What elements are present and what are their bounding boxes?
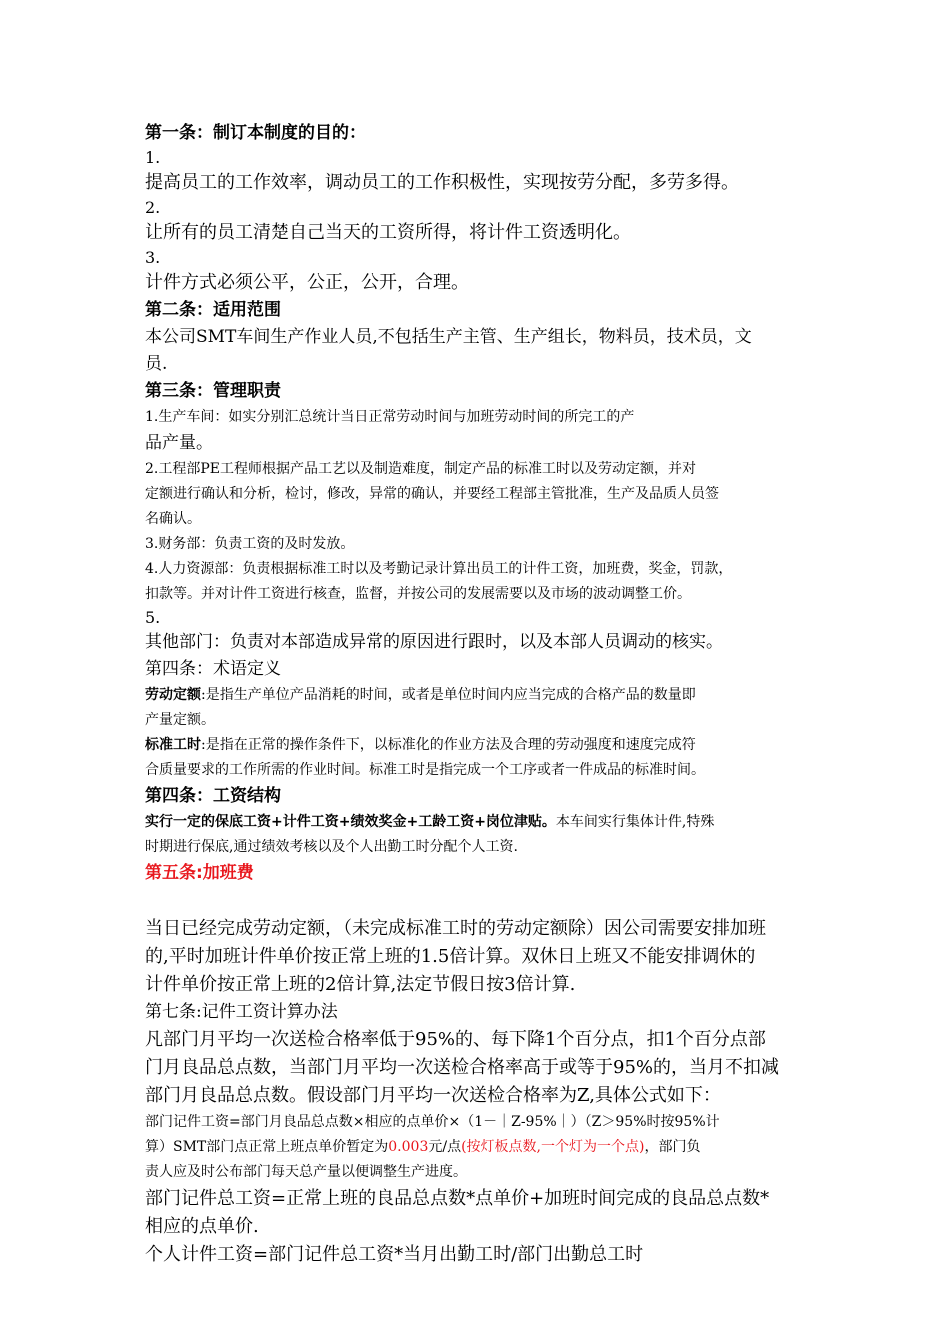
section-2-title: 第二条：适用范围	[145, 300, 281, 320]
s4-def-1-line-2: 产量定额。	[145, 712, 215, 728]
section-5-title: 第五条:加班费	[145, 863, 254, 883]
section-3-title: 第三条：管理职责	[145, 381, 281, 401]
s3-p2-line-1: 2.工程部PE工程师根据产品工艺以及制造难度，制定产品的标准工时以及劳动定额，并对	[145, 461, 696, 477]
s1-item-2-num: 2.	[145, 198, 161, 217]
s4-def-1-term: 劳动定额	[145, 687, 201, 703]
s4-def-2-text: :是指在正常的操作条件下，以标准化的作业方法及合理的劳动强度和速度完成符	[201, 737, 696, 753]
document-body	[145, 120, 825, 1269]
section-7-title: 第七条:记件工资计算办法	[145, 1002, 338, 1022]
s3-p1-line-2: 品产量。	[145, 433, 213, 453]
section-1-title: 第一条：制订本制度的目的：	[145, 123, 366, 143]
s3-p2-line-2: 定额进行确认和分析，检讨，修改，异常的确认，并要经工程部主管批准，生产及品质人员签	[145, 486, 719, 502]
s4-def-1-line-1	[145, 683, 825, 708]
s5-line-1: 当日已经完成劳动定额，（未完成标准工时的劳动定额除）因公司需要安排加班	[145, 918, 766, 939]
blank-line	[145, 887, 825, 915]
s7-f2-c: ，部门负	[644, 1139, 701, 1155]
s7-personal-formula: 个人计件工资=部门记件总工资*当月出勤工时/部门出勤总工时	[145, 1244, 644, 1265]
s3-p3: 3.财务部：负责工资的及时发放。	[145, 536, 355, 552]
s3-p1-line-1: 1.生产车间：如实分别汇总统计当日正常劳动时间与加班劳动时间的所完工的产	[145, 409, 635, 425]
s4b-structure-bold: 实行一定的保底工资+计件工资+绩效奖金+工龄工资+岗位津贴。	[145, 814, 556, 830]
s4-def-2-line-2: 合质量要求的工作所需的作业时间。标准工时是指完成一个工序或者一件成品的标准时间。	[145, 762, 705, 778]
s3-p5-num: 5.	[145, 608, 161, 627]
s3-p4-line-2: 扣款等。并对计件工资进行核查，监督，并按公司的发展需要以及市场的波动调整工价。	[145, 586, 691, 602]
s7-line-3: 部门月良品总点数。假设部门月平均一次送检合格率为Z,具体公式如下：	[145, 1085, 721, 1106]
s4-def-2-line-1	[145, 733, 825, 758]
s4b-line-1-rest: 本车间实行集体计件,特殊	[555, 814, 715, 830]
s7-point-note: (按灯板点数,一个灯为一个点)	[461, 1139, 645, 1155]
s1-item-3-num: 3.	[145, 248, 161, 267]
s4-def-1-text: :是指生产单位产品消耗的时间，或者是单位时间内应当完成的合格产品的数量即	[201, 687, 696, 703]
s7-f2-a: 算）SMT部门点正常上班点单价暂定为	[145, 1139, 389, 1155]
s2-line-2: 员.	[145, 354, 168, 374]
section-4b-title: 第四条：工资结构	[145, 786, 281, 806]
s7-total-line-2: 相应的点单价.	[145, 1216, 259, 1237]
s7-formula-line-3: 责人应及时公布部门每天总产量以便调整生产进度。	[145, 1164, 467, 1180]
s5-line-2: 的,平时加班计件单价按正常上班的1.5倍计算。双休日上班又不能安排调休的	[145, 946, 756, 967]
s7-formula-line-2	[145, 1135, 825, 1160]
s1-item-2-text: 让所有的员工清楚自己当天的工资所得，将计件工资透明化。	[145, 222, 631, 243]
s1-item-1-text: 提高员工的工作效率，调动员工的工作积极性，实现按劳分配，多劳多得。	[145, 172, 739, 193]
s3-p5-text: 其他部门：负责对本部造成异常的原因进行跟时，以及本部人员调动的核实。	[145, 632, 723, 652]
s5-line-3: 计件单价按正常上班的2倍计算,法定节假日按3倍计算.	[145, 974, 576, 995]
section-4-title: 第四条：术语定义	[145, 659, 281, 679]
s4b-line-1	[145, 810, 825, 835]
s7-line-2: 门月良品总点数，当部门月平均一次送检合格率高于或等于95%的，当月不扣减	[145, 1057, 780, 1078]
s4-def-2-term: 标准工时	[145, 737, 201, 753]
s1-item-3-text: 计件方式必须公平，公正，公开，合理。	[145, 272, 469, 293]
s4b-line-2: 时期进行保底,通过绩效考核以及个人出勤工时分配个人工资.	[145, 839, 518, 855]
s7-unit-price: 0.003	[388, 1139, 429, 1155]
s7-total-line-1: 部门记件总工资=正常上班的良品总点数*点单价+加班时间完成的良品总点数*	[145, 1188, 770, 1209]
s7-line-1: 凡部门月平均一次送检合格率低于95%的、每下降1个百分点，扣1个百分点部	[145, 1029, 766, 1050]
s7-f2-b: 元/点	[428, 1139, 462, 1155]
s3-p2-line-3: 名确认。	[145, 511, 201, 527]
s2-line-1: 本公司SMT车间生产作业人员,不包括生产主管、生产组长，物料员，技术员，文	[145, 327, 752, 347]
s7-formula-line-1: 部门记件工资=部门月良品总点数×相应的点单价×（1－｜Z-95%｜）（Z＞95%时按95%计	[145, 1114, 720, 1130]
s3-p4-line-1: 4.人力资源部：负责根据标准工时以及考勤记录计算出员工的计件工资，加班费，奖金，罚款，	[145, 561, 733, 577]
s1-item-1-num: 1.	[145, 148, 161, 167]
